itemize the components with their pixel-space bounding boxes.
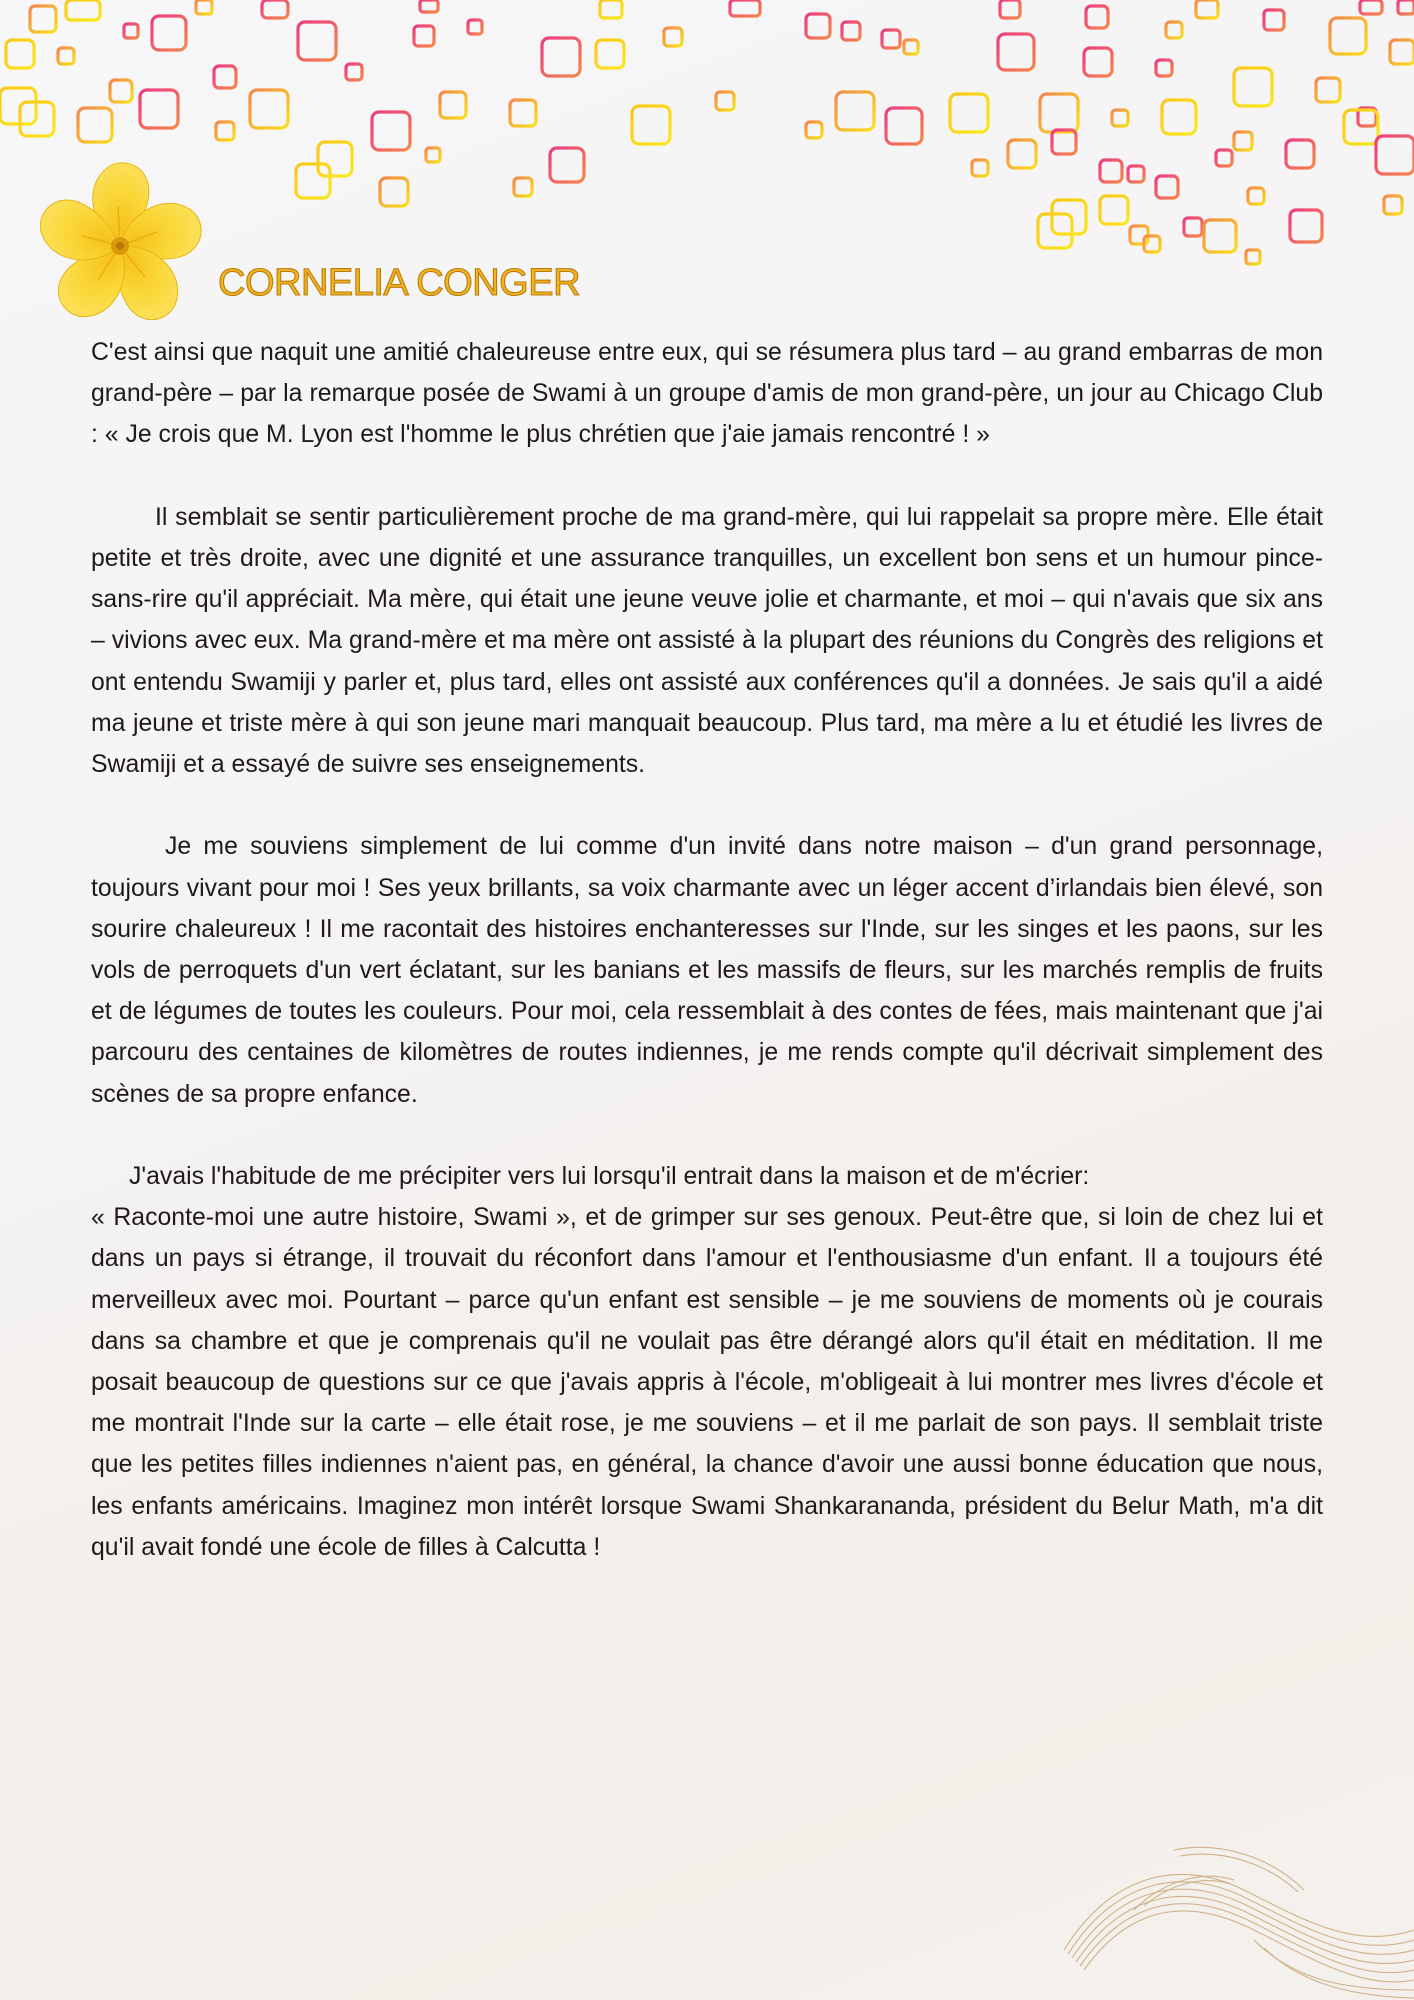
square-pattern-decoration [0, 0, 1414, 270]
paragraph-4-first-line: J'avais l'habitude de me précipiter vers lui lorsqu'il entrait dans la maison et de m'écrier: [129, 1163, 1090, 1191]
paragraph-4-rest: « Raconte-moi une autre histoire, Swami », et de grimper sur ses genoux. Peut-être que, si loin de chez lui et dans un pays si étrange, il trouvait du réconfort dans l'amour et l'enthousiasme d'un enfant. Il a toujours été merveilleux avec moi. Pourtant – parce qu'un enfant est sensible – je me souviens de moments où je courais dans sa chambre et que je comprenais qu'il ne voulait pas être dérangé alors qu'il était en méditation. Il me posait beaucoup de questions sur ce que j'avais appris à l'école, m'obligeait à lui montrer mes livres d'école et me montrait l'Inde sur la carte – elle était rose, je me souviens – et il me parlait de son pays. Il semblait triste que les petites filles indiennes n'aient pas, en général, la chance d'avoir une aussi bonne éducation que nous, les enfants américains. Imaginez mon intérêt lorsque Swami Shankarananda, président du Belur Math, m'a dit qu'il avait fondé une école de filles à Calcutta ! [91, 1204, 1323, 1561]
page-title: CORNELIA CONGER [218, 262, 581, 304]
paragraph-4 [91, 1156, 1323, 1568]
flower-icon [34, 160, 206, 332]
wave-decoration [1054, 1830, 1414, 2000]
paragraph-1: C'est ainsi que naquit une amitié chaleureuse entre eux, qui se résumera plus tard – au grand embarras de mon grand-père – par la remarque posée de Swami à un groupe d'amis de mon grand-père, un jour au Chicago Club : « Je crois que M. Lyon est l'homme le plus chrétien que j'aie jamais rencontré ! » [91, 339, 1323, 449]
article-body [91, 332, 1323, 1609]
paragraph-2: Il semblait se sentir particulièrement proche de ma grand-mère, qui lui rappelait sa propre mère. Elle était petite et très droite, avec une dignité et une assurance tranquilles, un excellent bon sens et un humour pince-sans-rire qu'il appréciait. Ma mère, qui était une jeune veuve jolie et charmante, et moi – qui n'avais que six ans – vivions avec eux. Ma grand-mère et ma mère ont assisté à la plupart des réunions du Congrès des religions et ont entendu Swamiji y parler et, plus tard, elles ont assisté aux conférences qu'il a données. Je sais qu'il a aidé ma jeune et triste mère à qui son jeune mari manquait beaucoup. Plus tard, ma mère a lu et étudié les livres de Swamiji et a essayé de suivre ses enseignements. [91, 503, 1323, 779]
paragraph-3: Je me souviens simplement de lui comme d'un invité dans notre maison – d'un grand personnage, toujours vivant pour moi ! Ses yeux brillants, sa voix charmante avec un léger accent d’irlandais bien élevé, son sourire chaleureux ! Il me racontait des histoires enchanteresses sur l'Inde, sur les singes et les paons, sur les vols de perroquets d'un vert éclatant, sur les banians et les massifs de fleurs, sur les marchés remplis de fruits et de légumes de toutes les couleurs. Pour moi, cela ressemblait à des contes de fées, mais maintenant que j'ai parcouru des centaines de kilomètres de routes indiennes, je me rends compte qu'il décrivait simplement des scènes de sa propre enfance. [91, 833, 1323, 1108]
